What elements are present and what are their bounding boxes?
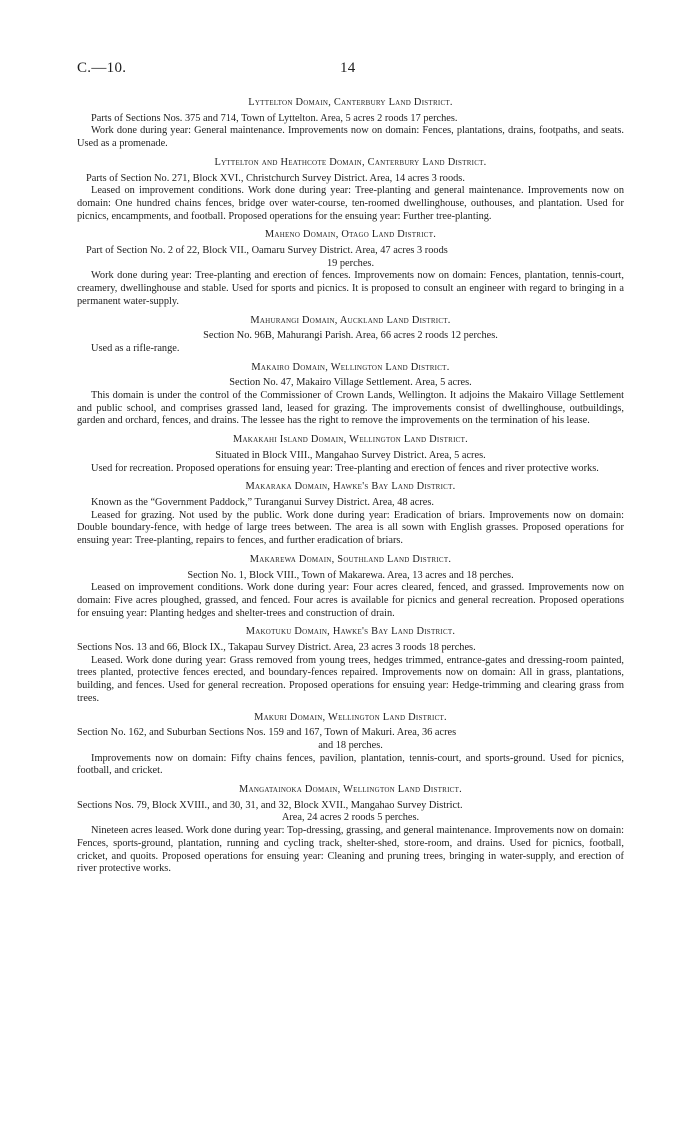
section-paragraph: 19 perches. bbox=[326, 257, 375, 269]
section-paragraph: This domain is under the control of the Commissioner of Crown Lands, Wellington. It adjoins the Makairo Village Settlement and public school, and comprises grassed land, leased for grazing. The improvements consist of dwellinghouse, outbuildings, garden and orchard, fences, and drains. The lessee has the right to remove the improvements on the termination of his lease. bbox=[77, 390, 624, 427]
section-title: Makotuku Domain, Hawke's Bay Land District. bbox=[245, 626, 456, 638]
section-paragraph: Known as the “Government Paddock,” Turanganui Survey District. Area, 48 acres. bbox=[91, 496, 434, 508]
domain-entry-mahurangi bbox=[77, 315, 624, 356]
section-paragraph: Used for recreation. Proposed operations for ensuing year: Tree-planting and erection of fences and river protective works. bbox=[91, 462, 599, 474]
section-title: Makuri Domain, Wellington Land District. bbox=[254, 711, 447, 723]
page-body bbox=[77, 97, 624, 876]
section-paragraph: and 18 perches. bbox=[318, 739, 383, 751]
section-paragraph: Area, 24 acres 2 roods 5 perches. bbox=[281, 812, 420, 824]
domain-entry-makotuku bbox=[77, 626, 624, 705]
section-title: Maheno Domain, Otago Land District. bbox=[264, 229, 437, 241]
section-paragraph: Work done during year: Tree-planting and erection of fences. Improvements now on domain: Fences, plantation, tennis-court, creamery, dwellinghouse and stable. Used for sports and picnics. It is proposed to consult an engineer with regard to bringing in a permanent water-supply. bbox=[77, 270, 624, 307]
section-paragraph: Improvements now on domain: Fifty chains fences, pavilion, plantation, tennis-court, and sports-ground. Used for picnics, football, and cricket. bbox=[77, 752, 624, 777]
section-title: Mangatainoka Domain, Wellington Land District. bbox=[239, 784, 462, 796]
section-paragraph: Sections Nos. 79, Block XVIII., and 30, 31, and 32, Block XVII., Mangahao Survey District. bbox=[77, 799, 463, 811]
domain-entry-makuri bbox=[77, 712, 624, 779]
domain-entry-makakahi-island bbox=[77, 434, 624, 475]
domain-entry-makarewa bbox=[77, 554, 624, 621]
section-paragraph: Used as a rifle-range. bbox=[91, 342, 180, 354]
section-paragraph: Section No. 162, and Suburban Sections Nos. 159 and 167, Town of Makuri. Area, 36 acres bbox=[77, 727, 457, 739]
domain-entry-makaraka bbox=[77, 481, 624, 548]
section-title: Makairo Domain, Wellington Land District. bbox=[251, 361, 450, 373]
section-paragraph: Work done during year: General maintenance. Improvements now on domain: Fences, plantations, drains, footpaths, and seats. Used as a promenade. bbox=[77, 125, 624, 150]
document-reference: C.—10. bbox=[77, 60, 127, 76]
section-paragraph: Leased on improvement conditions. Work done during year: Four acres cleared, fenced, and grassed. Improvements now on domain: Five acres ploughed, grassed, and fenced. Four acres is available for picnics and general recreation. Proposed operations for ensuing year: Planting hedges and shelter-trees and construction of drain. bbox=[77, 582, 624, 619]
section-paragraph: Parts of Sections Nos. 375 and 714, Town of Lyttelton. Area, 5 acres 2 roods 17 perches. bbox=[91, 112, 458, 124]
section-title: Makakahi Island Domain, Wellington Land District. bbox=[233, 434, 468, 446]
domain-entry-mangatainoka bbox=[77, 784, 624, 876]
section-title: Lyttelton and Heathcote Domain, Canterbury Land District. bbox=[214, 156, 487, 168]
section-paragraph: Leased for grazing. Not used by the public. Work done during year: Eradication of briars. Improvements now on domain: Double boundary-fence, with hedge of large trees between. The area is all sown with English grasses. Proposed operations for ensuing year: Tree-planting, repairs to fences, and further eradication of briars. bbox=[77, 509, 624, 547]
section-paragraph: Part of Section No. 2 of 22, Block VII., Oamaru Survey District. Area, 47 acres 3 roods bbox=[86, 245, 448, 257]
section-title: Makarewa Domain, Southland Land District. bbox=[249, 553, 452, 565]
section-title: Makaraka Domain, Hawke's Bay Land District. bbox=[245, 481, 456, 493]
section-paragraph: Leased on improvement conditions. Work done during year: Tree-planting and general maintenance. Improvements now on domain: One hundred chains fences, bridge over water-course, ten-roomed dwellinghouse, outhouses, and plantation. Used for picnics, encampments, and football. Proposed operations for the ensuing year: Further tree-planting. bbox=[77, 185, 624, 222]
section-paragraph: Sections Nos. 13 and 66, Block IX., Takapau Survey District. Area, 23 acres 3 roods 18 perches. bbox=[77, 642, 476, 654]
section-paragraph: Section No. 1, Block VIII., Town of Makarewa. Area, 13 acres and 18 perches. bbox=[187, 569, 514, 581]
section-paragraph: Leased. Work done during year: Grass removed from young trees, hedges trimmed, entrance-gates and dressing-room painted, trees planted, protective fences erected, and boundary-fences repaired. Improvements now on domain: All in grass, plantations, building, and fences. Used for general recreation. Proposed operations for ensuing year: Hedge-trimming and clearing grass from trees. bbox=[77, 654, 624, 704]
section-paragraph: Section No. 96B, Mahurangi Parish. Area, 66 acres 2 roods 12 perches. bbox=[203, 330, 498, 342]
domain-entry-makairo bbox=[77, 362, 624, 429]
section-paragraph: Situated in Block VIII., Mangahao Survey District. Area, 5 acres. bbox=[215, 449, 486, 461]
domain-entry-maheno bbox=[77, 229, 624, 308]
page-number: 14 bbox=[340, 60, 356, 76]
section-title: Lyttelton Domain, Canterbury Land District. bbox=[248, 97, 453, 108]
domain-entry-lyttelton-heathcote bbox=[77, 157, 624, 224]
domain-entry-lyttelton bbox=[77, 97, 624, 151]
section-paragraph: Nineteen acres leased. Work done during year: Top-dressing, grassing, and general maintenance. Improvements now on domain: Fences, sports-ground, plantation, running and cycling track, shelter-shed, store-room, and drains. Used for picnics, football, cricket, and quoits. Proposed operations for ensuing year: Cleaning and pruning trees, bringing in water-supply, and erection of river protective works. bbox=[77, 825, 624, 875]
section-title: Mahurangi Domain, Auckland Land District. bbox=[250, 314, 451, 326]
section-paragraph: Parts of Section No. 271, Block XVI., Christchurch Survey District. Area, 14 acres 3 roods. bbox=[86, 172, 465, 184]
section-paragraph: Section No. 47, Makairo Village Settlement. Area, 5 acres. bbox=[229, 377, 472, 389]
